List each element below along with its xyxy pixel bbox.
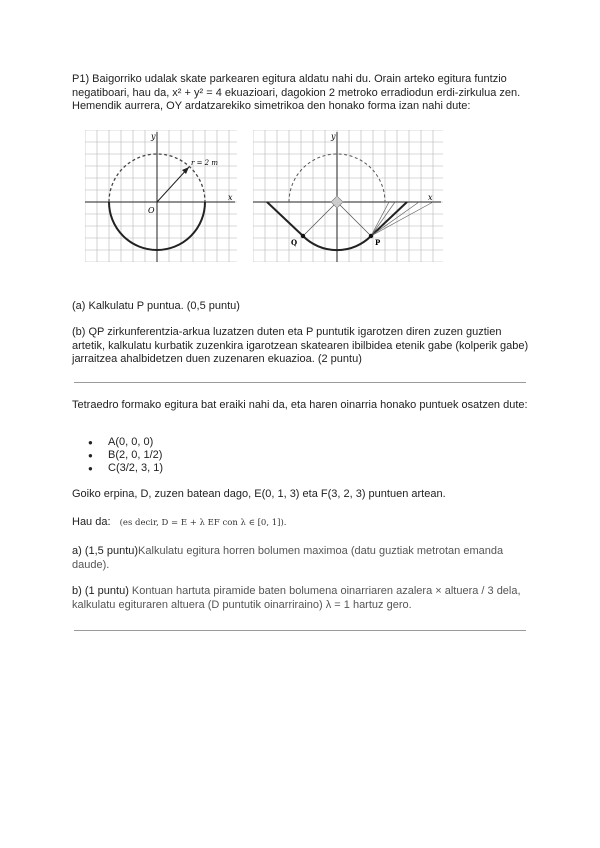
p-label: P [375,238,381,247]
x-axis-label: x [428,193,433,202]
list-item: ● B(2, 0, 1/2) [72,449,163,462]
x-axis-label: x [228,193,233,202]
origin-label: O [148,206,155,215]
figure-skate-profile [253,130,443,262]
base-points-list [72,436,163,475]
problem2-part-b [72,585,532,612]
list-item: ● C(3/2, 3, 1) [72,462,163,475]
problem2-apex-text: Goiko erpina, D, zuzen batean dago, E(0, 1, 3) eta F(3, 2, 3) puntuen artean. [72,488,446,500]
problem2-part-a [72,545,532,572]
figure-semicircle [85,130,237,262]
divider [74,630,526,631]
radius-label: r = 2 m [191,159,218,167]
list-item: ● A(0, 0, 0) [72,436,163,449]
left-tangent-line [267,202,303,236]
part-a-label: a) (1,5 puntu) [72,545,139,557]
y-axis-label: y [331,132,336,141]
divider [74,382,526,383]
problem1-part-a: (a) Kalkulatu P puntua. (0,5 puntu) [72,300,240,312]
radius-line [157,167,189,202]
problem1-intro: P1) Baigorriko udalak skate parkearen egitura aldatu nahi du. Orain arteko egitura funtzio negatiboari, hau da, x² + y² = 4 ekuazioari, dagokion 2 metroko erradiodun erdi-zirkulua zen. Hemendik aurrera, OY ardatzarekiko simetrikoa den honako forma izan nahi dute: [72,73,521,112]
radius-to-q [303,202,337,236]
part-b-label: b) (1 puntu) [72,585,129,597]
y-axis-label: y [151,132,156,141]
point-p [369,234,373,238]
q-label: Q [291,238,298,247]
formula-line [72,516,532,531]
part-a-text: Kalkulatu egitura horren bolumen maximoa (datu guztiak metrotan emanda daude). [72,545,504,571]
radius-to-p [337,202,371,236]
problem2-intro: Tetraedro formako egitura bat eraiki nahi da, eta haren oinarria honako puntuek osatzen dute: [72,399,528,411]
hau-da-label: Hau da: [72,516,111,528]
point-q [301,234,305,238]
formula-image: (es decir, D = E + λ EF con λ ∈ [0, 1]). [119,518,287,528]
problem1-part-b: (b) QP zirkunferentzia-arkua luzatzen duten eta P puntutik igarotzen diren zuzen guztien artetik, kalkulatu kurbatik zuzenkira igarotzean skatearen ibilbidea etenik gabe (kolperik gabe) jarraitzea ahalbidetzen duen zuzenaren ekuazioa. (2 puntu) [72,326,529,365]
part-b-text: Kontuan hartuta piramide baten bolumena oinarriaren azalera × altuera / 3 dela, kalkulatu egituraren altuera (D puntutik oinarriraino) λ = 1 hartuz gero. [72,585,521,611]
